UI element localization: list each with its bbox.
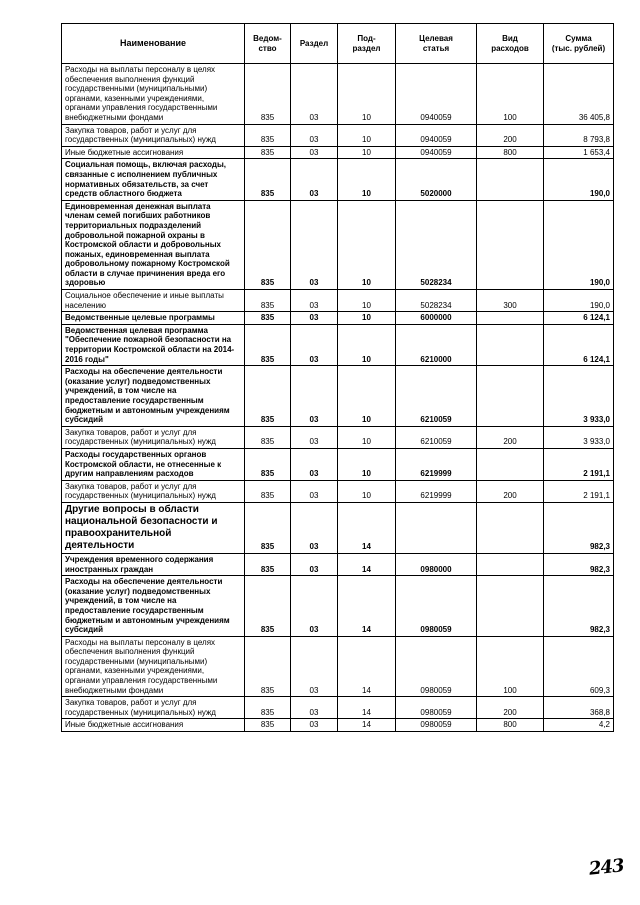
cell-subsection: 14: [338, 719, 396, 732]
table-row: [62, 64, 614, 125]
cell-name: Расходы на выплаты персоналу в целях обеспечения выполнения функций государственными (муниципальными) органами, казенными учреждениями, органами управления государственными внебюджетными фондами: [62, 636, 245, 697]
table-row: [62, 448, 614, 480]
cell-name: Закупка товаров, работ и услуг для государственных (муниципальных) нужд: [62, 426, 245, 448]
cell-name: Расходы на выплаты персоналу в целях обеспечения выполнения функций государственными (муниципальными) органами, казенными учреждениями, органами управления государственными внебюджетными фондами: [62, 64, 245, 125]
cell-dept: 835: [245, 448, 291, 480]
cell-exptype: [477, 324, 544, 365]
cell-section: 03: [291, 448, 338, 480]
cell-amount: 982,3: [544, 576, 614, 637]
cell-subsection: 10: [338, 448, 396, 480]
cell-name: Иные бюджетные ассигнования: [62, 719, 245, 732]
cell-dept: 835: [245, 697, 291, 719]
cell-subsection: 10: [338, 480, 396, 502]
cell-target: 6000000: [396, 312, 477, 325]
cell-exptype: 200: [477, 124, 544, 146]
cell-target: 0980000: [396, 553, 477, 575]
cell-dept: 835: [245, 502, 291, 553]
cell-name: Ведомственная целевая программа "Обеспечение пожарной безопасности на территории Костромской области на 2014-2016 годы": [62, 324, 245, 365]
cell-amount: 3 933,0: [544, 366, 614, 427]
header-amount: Сумма (тыс. рублей): [544, 24, 614, 64]
cell-section: 03: [291, 719, 338, 732]
cell-name: Закупка товаров, работ и услуг для государственных (муниципальных) нужд: [62, 697, 245, 719]
cell-target: 5028234: [396, 290, 477, 312]
table-row: [62, 502, 614, 553]
cell-subsection: 10: [338, 426, 396, 448]
cell-target: 0940059: [396, 64, 477, 125]
cell-exptype: [477, 502, 544, 553]
cell-exptype: [477, 448, 544, 480]
cell-target: 0980059: [396, 719, 477, 732]
cell-target: 0940059: [396, 124, 477, 146]
cell-subsection: 10: [338, 324, 396, 365]
table-row: [62, 636, 614, 697]
cell-exptype: [477, 312, 544, 325]
cell-target: 0940059: [396, 146, 477, 159]
table-row: [62, 146, 614, 159]
cell-section: 03: [291, 290, 338, 312]
cell-name: Расходы государственных органов Костромской области, не отнесенные к другим направлениям расходов: [62, 448, 245, 480]
cell-exptype: [477, 576, 544, 637]
cell-amount: 4,2: [544, 719, 614, 732]
cell-exptype: 300: [477, 290, 544, 312]
cell-amount: 609,3: [544, 636, 614, 697]
cell-amount: 36 405,8: [544, 64, 614, 125]
table-row: [62, 290, 614, 312]
cell-section: 03: [291, 366, 338, 427]
cell-subsection: 10: [338, 159, 396, 200]
cell-target: [396, 502, 477, 553]
cell-section: 03: [291, 324, 338, 365]
cell-amount: 2 191,1: [544, 480, 614, 502]
table-row: [62, 200, 614, 289]
cell-dept: 835: [245, 290, 291, 312]
cell-exptype: 200: [477, 426, 544, 448]
cell-section: 03: [291, 502, 338, 553]
cell-name: Ведомственные целевые программы: [62, 312, 245, 325]
cell-subsection: 14: [338, 636, 396, 697]
cell-dept: 835: [245, 312, 291, 325]
cell-target: 5028234: [396, 200, 477, 289]
table-header-row: [62, 24, 614, 64]
cell-amount: 190,0: [544, 200, 614, 289]
table-row: [62, 324, 614, 365]
cell-target: 0980059: [396, 576, 477, 637]
table-row: [62, 312, 614, 325]
cell-section: 03: [291, 64, 338, 125]
table-row: [62, 553, 614, 575]
cell-name: Закупка товаров, работ и услуг для государственных (муниципальных) нужд: [62, 124, 245, 146]
cell-subsection: 14: [338, 553, 396, 575]
cell-section: 03: [291, 146, 338, 159]
cell-dept: 835: [245, 576, 291, 637]
cell-exptype: 800: [477, 719, 544, 732]
cell-section: 03: [291, 159, 338, 200]
cell-amount: 368,8: [544, 697, 614, 719]
cell-subsection: 10: [338, 200, 396, 289]
cell-name: Расходы на обеспечение деятельности (оказание услуг) подведомственных учреждений, в том числе на предоставление государственным бюджетным и автономным учреждениям субсидий: [62, 576, 245, 637]
cell-amount: 190,0: [544, 290, 614, 312]
header-subsection: Под- раздел: [338, 24, 396, 64]
cell-name: Расходы на обеспечение деятельности (оказание услуг) подведомственных учреждений, в том числе на предоставление государственным бюджетным и автономным учреждениям субсидий: [62, 366, 245, 427]
cell-amount: 3 933,0: [544, 426, 614, 448]
cell-amount: 1 653,4: [544, 146, 614, 159]
page-number: 243: [587, 855, 625, 880]
cell-subsection: 10: [338, 124, 396, 146]
cell-dept: 835: [245, 64, 291, 125]
table-row: [62, 159, 614, 200]
cell-amount: 6 124,1: [544, 324, 614, 365]
header-exptype: Вид расходов: [477, 24, 544, 64]
cell-dept: 835: [245, 159, 291, 200]
table-row: [62, 719, 614, 732]
cell-amount: 190,0: [544, 159, 614, 200]
header-dept: Ведом- ство: [245, 24, 291, 64]
table-row: [62, 697, 614, 719]
cell-target: 6210059: [396, 366, 477, 427]
cell-section: 03: [291, 697, 338, 719]
cell-name: Единовременная денежная выплата членам семей погибших работников территориальных подразделений добровольной пожарной охраны в Костромской области и добровольных пожаных, единовременная выплата добровольному пожарному Костромской области в случае причинения вреда его здоровью: [62, 200, 245, 289]
cell-dept: 835: [245, 324, 291, 365]
header-section: Раздел: [291, 24, 338, 64]
cell-section: 03: [291, 426, 338, 448]
cell-name: Закупка товаров, работ и услуг для государственных (муниципальных) нужд: [62, 480, 245, 502]
cell-section: 03: [291, 480, 338, 502]
cell-dept: 835: [245, 124, 291, 146]
cell-dept: 835: [245, 426, 291, 448]
cell-exptype: 100: [477, 64, 544, 125]
cell-subsection: 14: [338, 502, 396, 553]
cell-exptype: 800: [477, 146, 544, 159]
budget-table: [61, 23, 614, 732]
cell-amount: 982,3: [544, 502, 614, 553]
cell-amount: 982,3: [544, 553, 614, 575]
cell-dept: 835: [245, 366, 291, 427]
cell-target: 6210000: [396, 324, 477, 365]
cell-name: Иные бюджетные ассигнования: [62, 146, 245, 159]
table-row: [62, 480, 614, 502]
cell-target: 5020000: [396, 159, 477, 200]
cell-subsection: 10: [338, 290, 396, 312]
cell-target: 6219999: [396, 448, 477, 480]
cell-dept: 835: [245, 719, 291, 732]
cell-name: Учреждения временного содержания иностранных граждан: [62, 553, 245, 575]
cell-subsection: 10: [338, 312, 396, 325]
cell-subsection: 10: [338, 64, 396, 125]
header-target: Целевая статья: [396, 24, 477, 64]
cell-dept: 835: [245, 200, 291, 289]
cell-section: 03: [291, 124, 338, 146]
cell-section: 03: [291, 200, 338, 289]
cell-exptype: 200: [477, 697, 544, 719]
table-row: [62, 366, 614, 427]
cell-subsection: 10: [338, 146, 396, 159]
cell-amount: 6 124,1: [544, 312, 614, 325]
cell-name: Социальная помощь, включая расходы, связанные с исполнением публичных нормативных обязательств, за счет средств областного бюджета: [62, 159, 245, 200]
table-row: [62, 576, 614, 637]
cell-name: Социальное обеспечение и иные выплаты населению: [62, 290, 245, 312]
cell-exptype: [477, 159, 544, 200]
cell-exptype: 100: [477, 636, 544, 697]
cell-dept: 835: [245, 146, 291, 159]
cell-section: 03: [291, 636, 338, 697]
cell-section: 03: [291, 576, 338, 637]
cell-exptype: [477, 200, 544, 289]
cell-exptype: [477, 366, 544, 427]
cell-target: 0980059: [396, 636, 477, 697]
header-name: Наименование: [62, 24, 245, 64]
cell-target: 6210059: [396, 426, 477, 448]
cell-name: Другие вопросы в области национальной безопасности и правоохранительной деятельности: [62, 502, 245, 553]
cell-subsection: 14: [338, 697, 396, 719]
cell-target: 6219999: [396, 480, 477, 502]
cell-amount: 2 191,1: [544, 448, 614, 480]
cell-section: 03: [291, 312, 338, 325]
cell-dept: 835: [245, 553, 291, 575]
table-row: [62, 426, 614, 448]
cell-target: 0980059: [396, 697, 477, 719]
cell-subsection: 14: [338, 576, 396, 637]
cell-amount: 8 793,8: [544, 124, 614, 146]
cell-exptype: [477, 553, 544, 575]
cell-exptype: 200: [477, 480, 544, 502]
cell-dept: 835: [245, 480, 291, 502]
table-row: [62, 124, 614, 146]
cell-dept: 835: [245, 636, 291, 697]
cell-section: 03: [291, 553, 338, 575]
cell-subsection: 10: [338, 366, 396, 427]
